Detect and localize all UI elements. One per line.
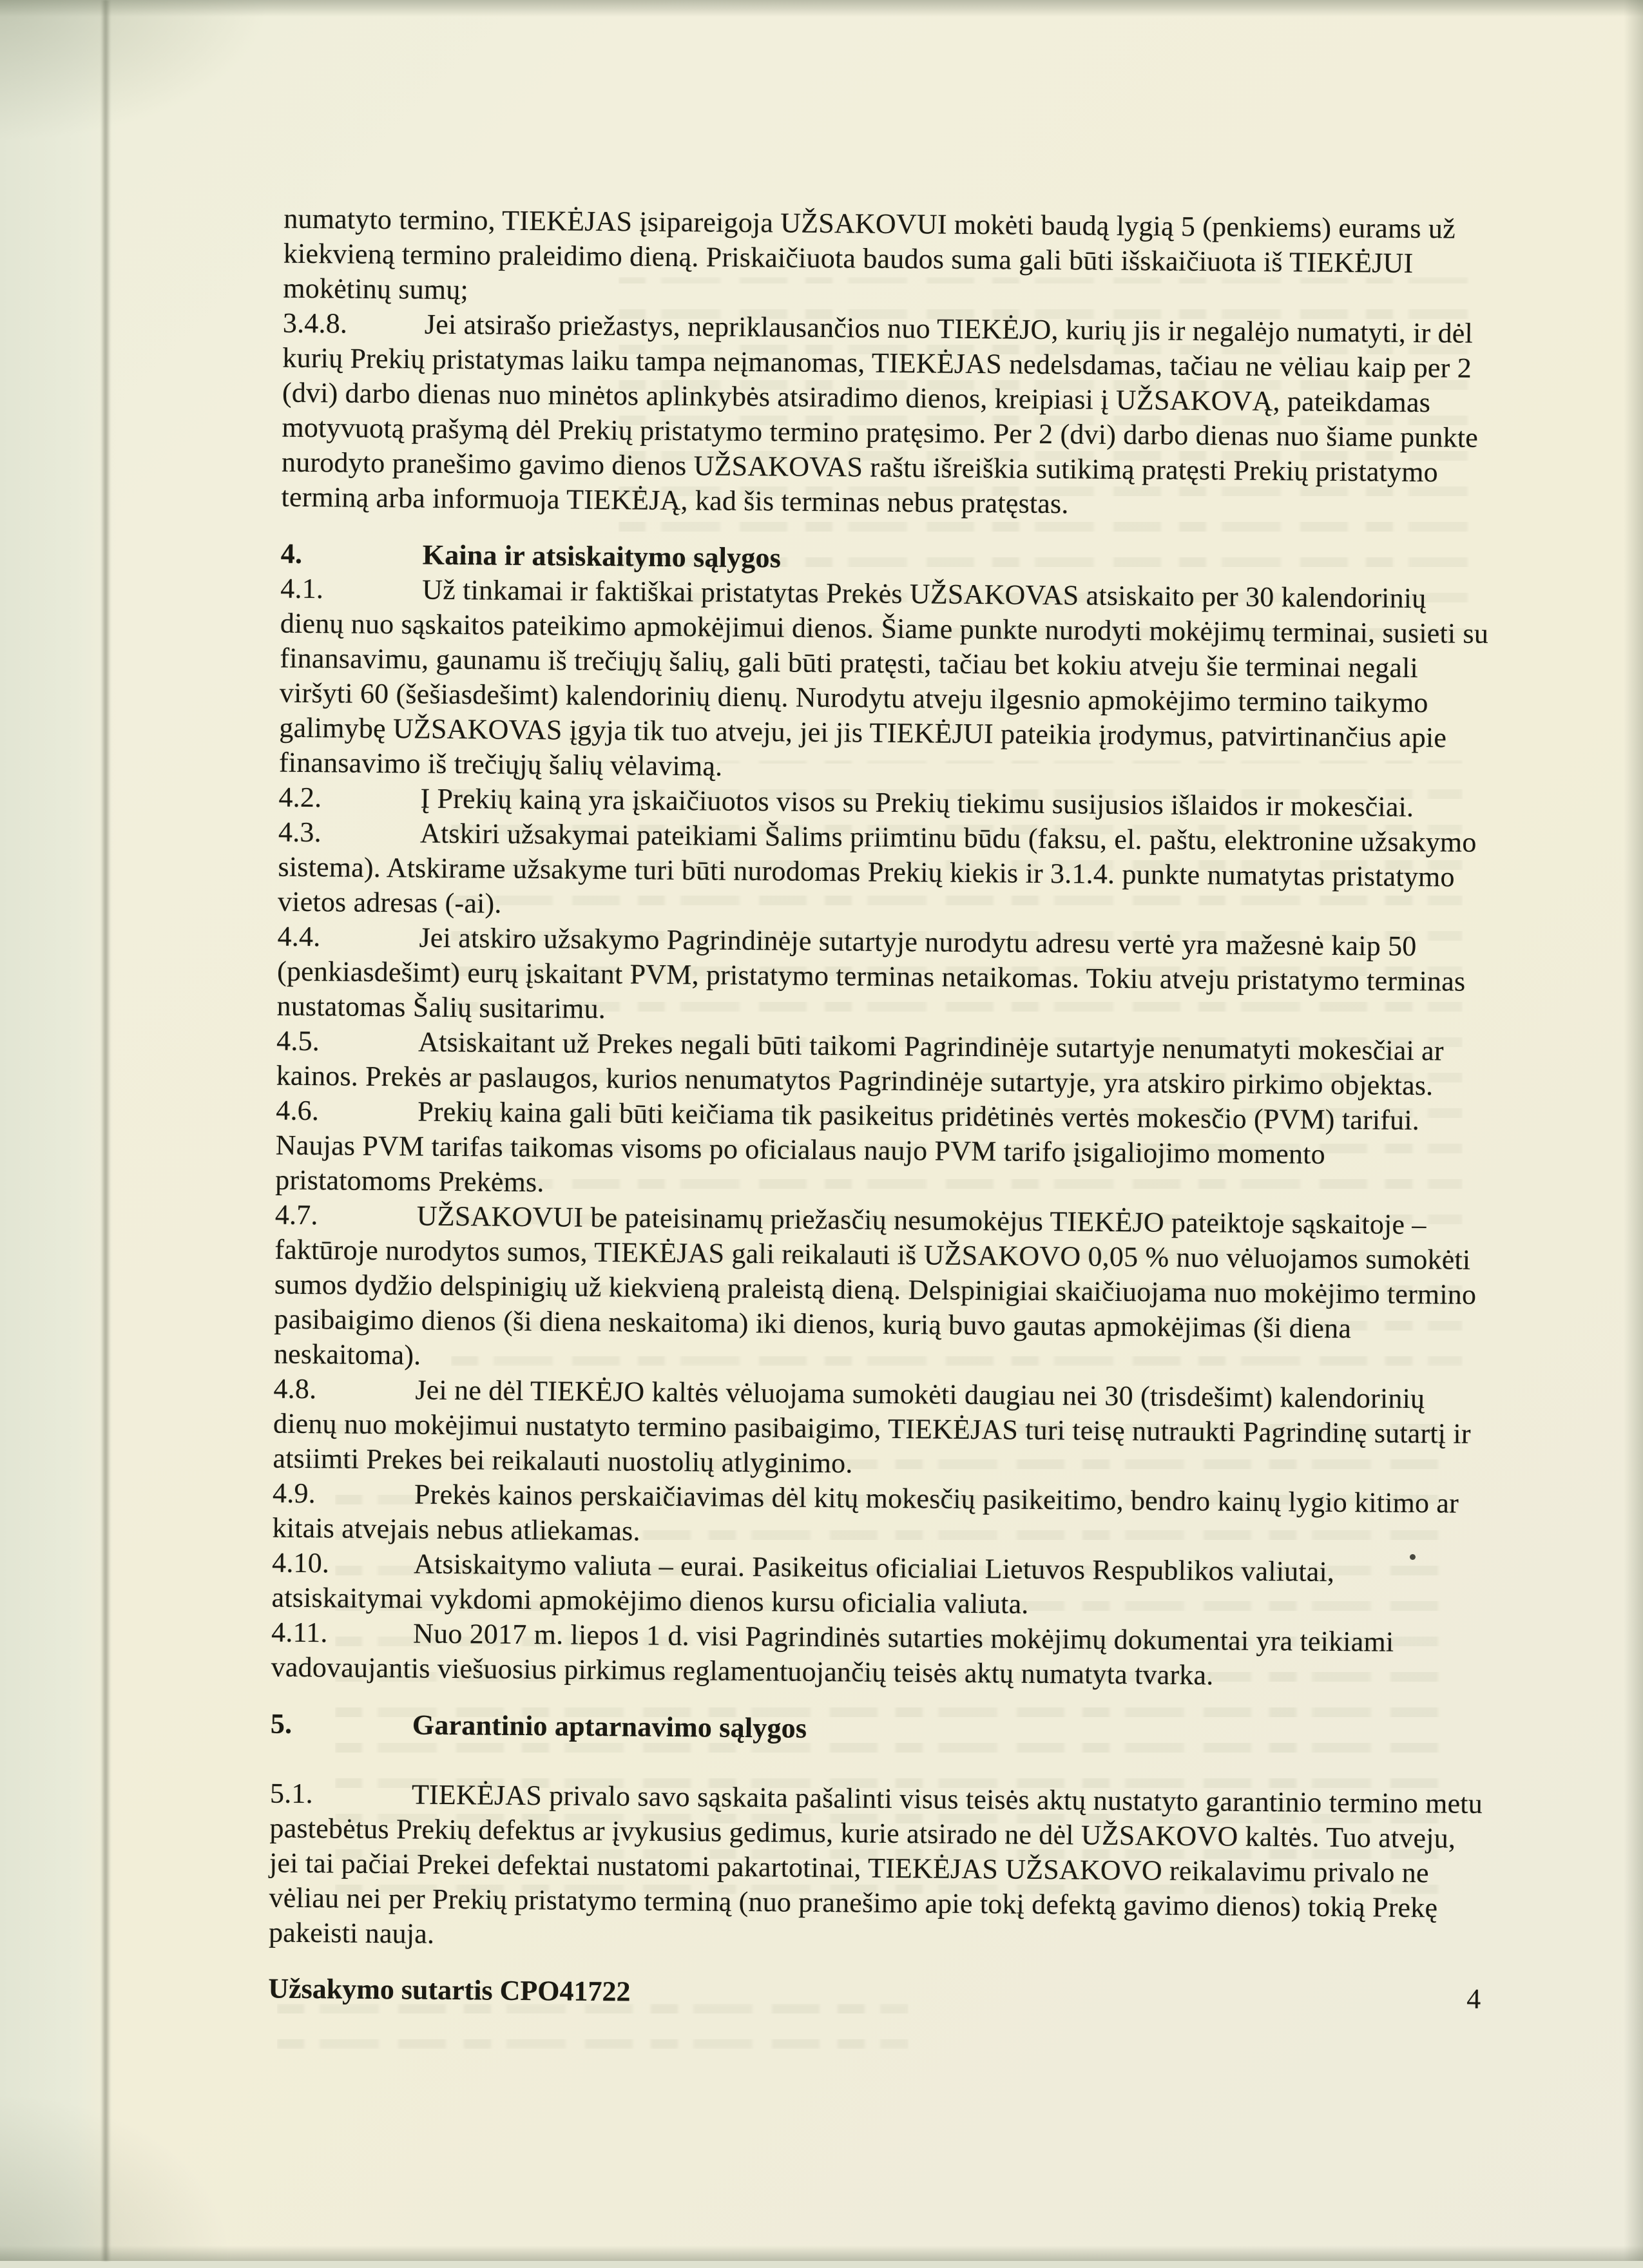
clause-4-10 (271, 1546, 1484, 1626)
clause-text: numatyto termino, TIEKĖJAS įsipareigoja UŽSAKOVUI mokėti baudą lygią 5 (penkiems) eurams už kiekvieną termino praleidimo dieną. Priskaičiuota baudos suma gali būti išskaičiuota iš TIEKĖJUI mokėtinų sumų; (283, 202, 1456, 306)
clause-number: 4.9. (272, 1477, 316, 1510)
clause-text: Prekės kainos perskaičiavimas dėl kitų mokesčių pasikeitimo, bendro kainų lygio kitimo ar kitais atvejais nebus atliekamas. (272, 1478, 1459, 1547)
clause-text: UŽSAKOVUI be pateisinamų priežasčių nesumokėjus TIEKĖJO pateiktoje sąskaitoje – faktūroje nurodytos sumos, TIEKĖJAS gali reikalauti iš UŽSAKOVO 0,05 % nuo vėluojamos sumokėti sumos dydžio delspinigių už kiekvieną praleistą dieną. Delspinigiai skaičiuojama nuo mokėjimo termino pasibaigimo dienos (ši diena neskaitoma) iki dienos, kurią buvo gautas apmokėjimas (ši diena neskaitoma). (273, 1200, 1477, 1371)
clause-text: Jei atsirašo priežastys, nepriklausančios nuo TIEKĖJO, kurių jis ir negalėjo numatyti, ir dėl kurių Prekių pristatymas laiku tampa neįmanomas, TIEKĖJAS nedelsdamas, tačiau ne vėliau kaip per 2 (dvi) darbo dienas nuo minėtos aplinkybės atsiradimo dienos, kreipiasi į UŽSAKOVĄ, pateikdamas motyvuotą prašymą dėl Prekių pristatymo termino pratęsimo. Per 2 (dvi) darbo dienas nuo šiame punkte nurodyto pranešimo gavimo dienos UŽSAKOVAS raštu išreiškia sutikimą pratęsti Prekių pristatymo terminą arba informuoja TIEKĖJĄ, kad šis terminas nebus pratęstas. (281, 308, 1479, 520)
clause-text: Atsiskaitant už Prekes negali būti taikomi Pagrindinėje sutartyje nenumatyti mokesčiai ar kainos. Prekės ar paslaugos, kurios nenumatytos Pagrindinėje sutartyje, yra atskiro pirkimo objektas. (276, 1026, 1444, 1102)
clause-4-7 (274, 1198, 1488, 1382)
clause-4-4 (276, 919, 1490, 1034)
contract-reference: Užsakymo sutartis CPO41722 (268, 1972, 631, 2008)
section-number: 5. (270, 1707, 293, 1740)
clause-number: 4.8. (273, 1372, 317, 1405)
clause-number: 4.7. (274, 1198, 318, 1231)
clause-number: 4.11. (271, 1616, 328, 1649)
clause-4-3 (278, 815, 1491, 930)
clause-text: Atskiri užsakymai pateikiami Šalims priimtinu būdu (faksu, el. paštu, elektronine užsakymo sistema). Atskirame užsakyme turi būti nurodomas Prekių kiekis ir 3.1.4. punkte numatytas pristatymo vietos adresas (-ai). (277, 817, 1477, 919)
clause-number: 4.1. (280, 572, 324, 605)
clause-3-4-8 (281, 306, 1495, 525)
clause-number: 4.10. (271, 1546, 330, 1579)
clause-number: 4.2. (278, 781, 322, 814)
clause-4-1 (279, 572, 1494, 791)
clause-number: 3.4.8. (282, 307, 348, 340)
clause-text: Jei atskiro užsakymo Pagrindinėje sutartyje nurodytu adresu vertė yra mažesnė kaip 50 (penkiasdešimt) eurų įskaitant PVM, pristatymo terminas netaikomas. Tokiu atveju pristatymo terminas nustatomas Šalių susitarimu. (276, 921, 1466, 1025)
section-number: 4. (280, 537, 303, 570)
clause-text: TIEKĖJAS privalo savo sąskaita pašalinti visus teisės aktų nustatyto garantinio termino metu pastebėtus Prekių defektus ar įvykusius gedimus, kurie atsirado ne dėl UŽSAKOVO kaltės. Tuo atveju, jei tai pačiai Prekei defektai nustatomi pakartotinai, TIEKĖJAS UŽSAKOVO reikalavimu privalo ne vėliau nei per Prekių pristatymo terminą (nuo pranešimo apie tokį defektą gavimo dienos) tokią Prekę pakeisti nauja. (268, 1778, 1483, 1950)
section-heading-garantinis (271, 1707, 1483, 1752)
clause-4-8 (273, 1372, 1486, 1486)
clause-text: Atsiskaitymo valiuta – eurai. Pasikeitus oficialiai Lietuvos Respublikos valiutai, atsiskaitymai vykdomi apmokėjimo dienos kursu oficialia valiuta. (271, 1548, 1335, 1620)
clause-5-1 (269, 1776, 1483, 1961)
clause-number: 4.4. (277, 920, 321, 953)
page-footer (268, 1972, 1481, 2015)
clause-text: Į Prekių kainą yra įskaičiuotos visos su Prekių tiekimu susijusios išlaidos ir mokesčiai. (420, 782, 1414, 823)
clause-number: 5.1. (269, 1777, 314, 1810)
document-body (269, 202, 1497, 1961)
clause-text: Prekių kaina gali būti keičiama tik pasikeitus pridėtinės vertės mokesčio (PVM) tarifui. Naujas PVM tarifas taikomas visoms po oficialaus naujo PVM tarifo įsigaliojimo momento pristatomoms Prekėms. (275, 1095, 1420, 1198)
clause-number: 4.3. (278, 816, 322, 849)
clause-number: 4.5. (276, 1024, 320, 1057)
section-title: Garantinio aptarnavimo sąlygos (412, 1709, 807, 1744)
section-title: Kaina ir atsiskaitymo sąlygos (422, 539, 782, 574)
clause-text: Jei ne dėl TIEKĖJO kaltės vėluojama sumokėti daugiau nei 30 (trisdešimt) kalendorinių dienų nuo mokėjimui nustatyto termino pasibaigimo, TIEKĖJAS turi teisę nutraukti Pagrindinę sutartį ir atsiimti Prekes bei reikalauti nuostolių atlyginimo. (273, 1374, 1471, 1479)
clause-4-6 (275, 1093, 1488, 1208)
clause-4-5 (276, 1024, 1489, 1104)
clause-text: Už tinkamai ir faktiškai pristatytas Prekės UŽSAKOVAS atsiskaito per 30 kalendorinių dienų nuo sąskaitos pateikimo apmokėjimui dienos. Šiame punkte nurodyti mokėjimų terminai, susieti su finansavimu, gaunamu iš trečiųjų šalių, gali būti pratęsti, tačiau bet kokiu atveju šie terminai negali viršyti 60 (šešiasdešimt) kalendorinių dienų. Nurodytu atveju ilgesnio apmokėjimo termino taikymo galimybę UŽSAKOVAS įgyja tik tuo atveju, jei jis TIEKĖJUI pateikia įrodymus, patvirtinančius apie finansavimo iš trečiųjų šalių vėlavimą. (278, 573, 1489, 782)
clause-text: Nuo 2017 m. liepos 1 d. visi Pagrindinės sutarties mokėjimų dokumentai yra teikiami vadovaujantis viešuosius pirkimus reglamentuojančių teisės aktų numatyta tvarka. (271, 1617, 1394, 1691)
clause-4-11 (271, 1615, 1484, 1695)
continuation-paragraph (283, 202, 1496, 316)
clause-4-9 (272, 1476, 1485, 1556)
clause-number: 4.6. (276, 1094, 320, 1127)
page-number: 4 (1466, 1983, 1481, 2015)
